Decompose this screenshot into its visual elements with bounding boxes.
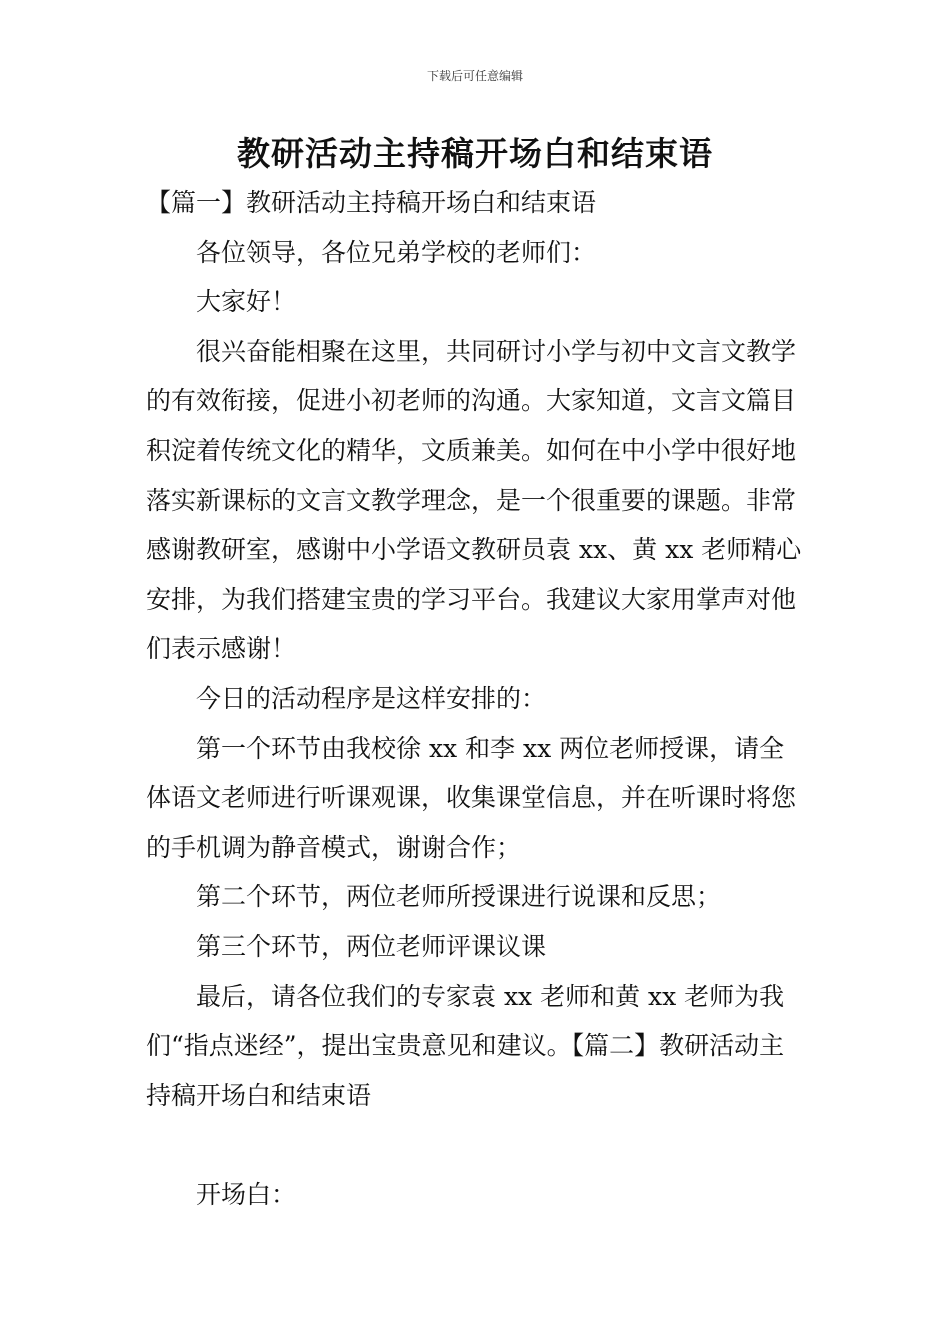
header-note: 下载后可任意编辑	[426, 69, 523, 83]
paragraph-introduction: 很兴奋能相聚在这里，共同研讨小学与初中文言文教学的有效衔接，促进小初老师的沟通。大家知道，文言文篇目积淀着传统文化的精华，文质兼美。如何在中小学中很好地落实新课标的文言文教学理念，是一个很重要的课题。非常感谢教研室，感谢中小学语文教研员袁 xx、黄 xx 老师精心安排，为我们搭建宝贵的学习平台。我建议大家用掌声对他们表示感谢！	[146, 336, 802, 664]
paragraph-greeting-audience: 各位领导，各位兄弟学校的老师们：	[196, 237, 597, 267]
paragraph-opening-label: 开场白：	[196, 1180, 297, 1210]
document-title: 教研活动主持稿开场白和结束语	[237, 134, 713, 173]
paragraph-step-two: 第二个环节，两位老师所授课进行说课和反思；	[196, 882, 722, 912]
document-body	[146, 178, 806, 1220]
paragraph-program-intro: 今日的活动程序是这样安排的：	[196, 683, 547, 713]
paragraph-hello: 大家好！	[196, 287, 297, 317]
paragraph-step-three: 第三个环节，两位老师评课议课	[196, 931, 547, 961]
paragraph-step-one: 第一个环节由我校徐 xx 和李 xx 两位老师授课，请全体语文老师进行听课观课，收集课堂信息，并在听课时将您的手机调为静音模式，谢谢合作；	[146, 733, 797, 862]
paragraph-closing: 最后，请各位我们的专家袁 xx 老师和黄 xx 老师为我们“指点迷经”，提出宝贵意见和建议。【篇二】教研活动主持稿开场白和结束语	[146, 981, 785, 1110]
section-heading: 【篇一】教研活动主持稿开场白和结束语	[146, 188, 597, 217]
blank-line	[146, 1120, 806, 1170]
